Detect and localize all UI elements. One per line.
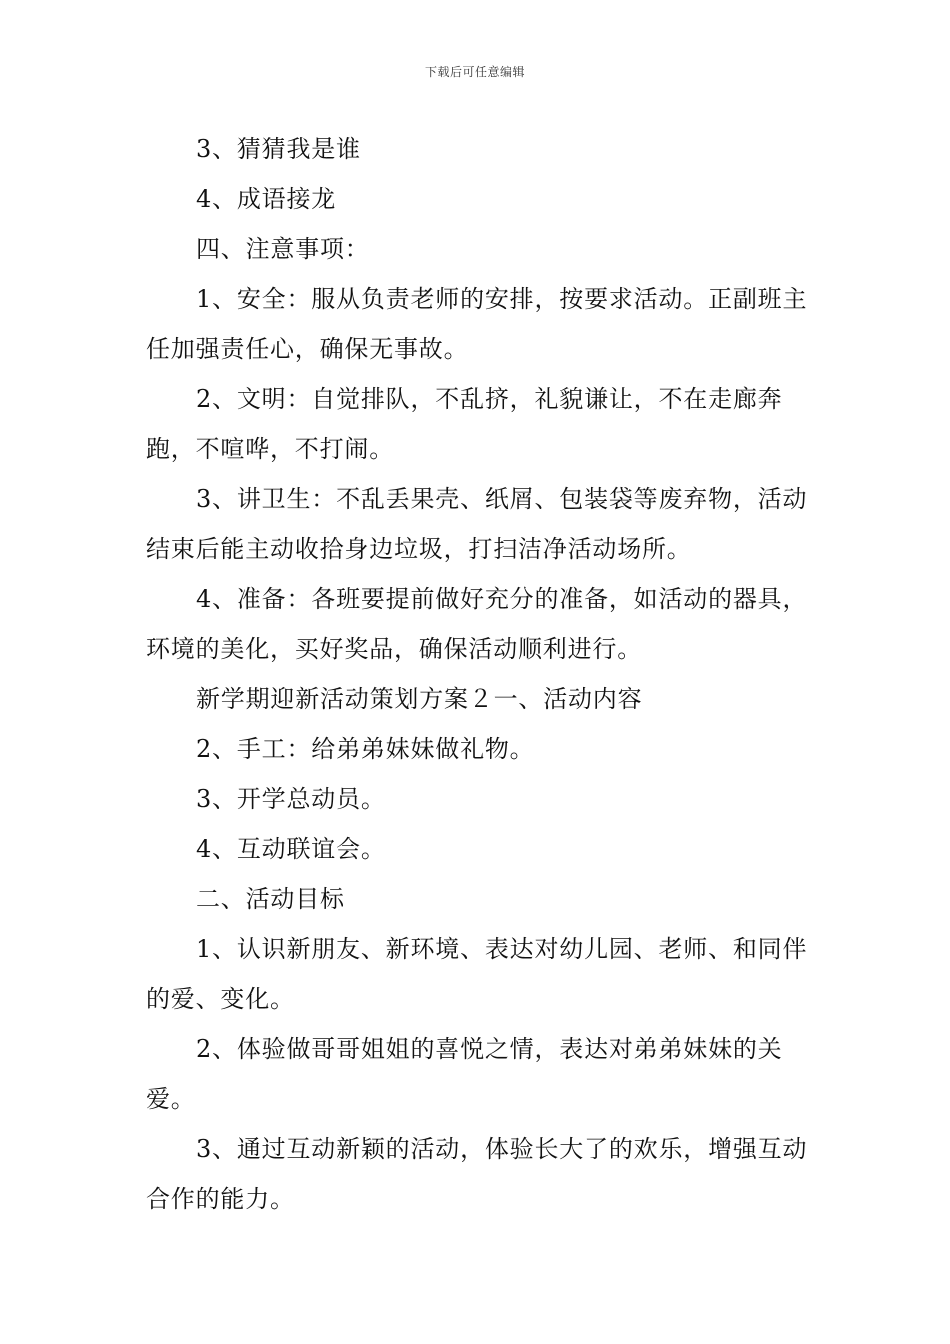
paragraph: 4、互动联谊会。 [196,835,386,863]
paragraph: 3、讲卫生：不乱丢果壳、纸屑、包装袋等废弃物，活动结束后能主动收拾身边垃圾，打扫洁净活动场所。 [146,485,808,563]
paragraph: 4、准备：各班要提前做好充分的准备，如活动的器具，环境的美化，买好奖品，确保活动顺利进行。 [146,585,808,663]
paragraph: 3、开学总动员。 [196,785,386,813]
paragraph: 4、成语接龙 [196,185,337,213]
paragraph: 2、手工：给弟弟妹妹做礼物。 [196,735,535,763]
paragraph: 2、文明：自觉排队，不乱挤，礼貌谦让，不在走廊奔跑，不喧哗，不打闹。 [146,385,783,463]
paragraph: 3、猜猜我是谁 [196,135,361,163]
paragraph: 2、体验做哥哥姐姐的喜悦之情，表达对弟弟妹妹的关爱。 [146,1035,783,1113]
section-heading: 新学期迎新活动策划方案２一、活动内容 [196,685,643,713]
paragraph: 1、认识新朋友、新环境、表达对幼儿园、老师、和同伴的爱、变化。 [146,935,808,1013]
section-heading: 四、注意事项： [196,235,370,263]
document-body [146,124,810,1224]
section-heading: 二、活动目标 [196,885,345,913]
header-note: 下载后可任意编辑 [424,65,525,79]
paragraph: 3、通过互动新颖的活动，体验长大了的欢乐，增强互动合作的能力。 [146,1135,808,1213]
paragraph: 1、安全：服从负责老师的安排，按要求活动。正副班主任加强责任心，确保无事故。 [146,285,808,363]
